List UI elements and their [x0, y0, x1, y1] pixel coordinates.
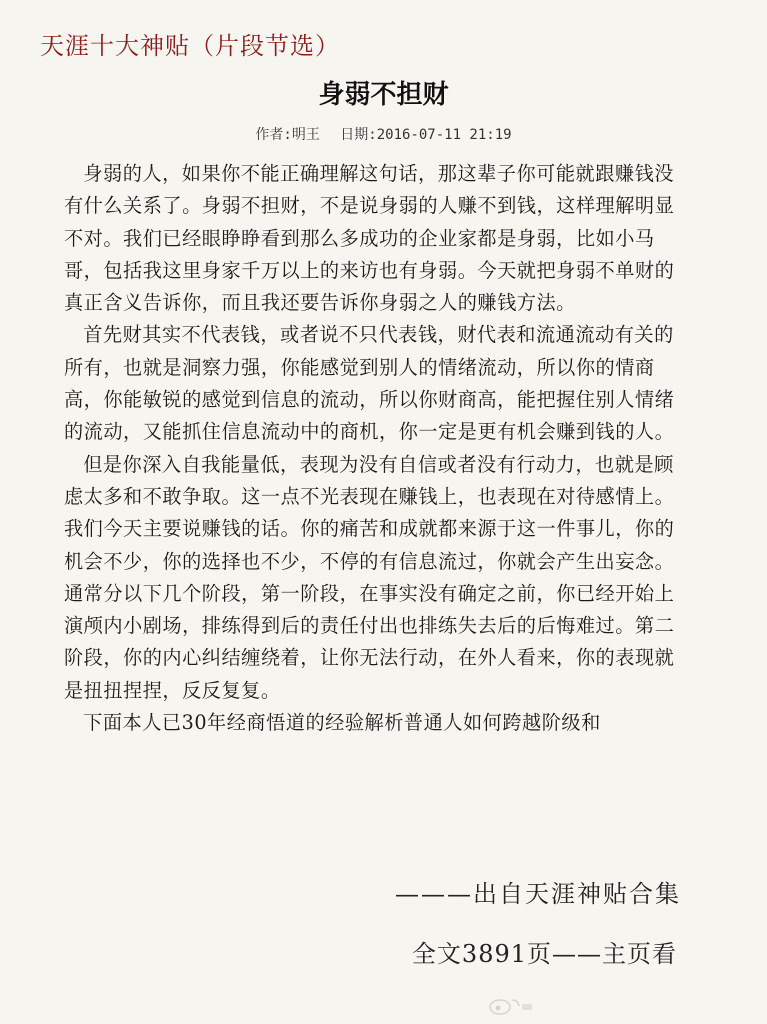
paragraph-4: 下面本人已30年经商悟道的经验解析普通人如何跨越阶级和	[83, 711, 601, 735]
paragraph-1: 身弱的人，如果你不能正确理解这句话，那这辈子你可能就跟赚钱没有什么关系了。身弱不担财，不是说身弱的人赚不到钱，这样理解明显不对。我们已经眼睁睁看到那么多成功的企业家都是身弱，比如小马哥，包括我这里身家千万以上的来访也有身弱。今天就把身弱不单财的真正含义告诉你，而且我还要告诉你身弱之人的赚钱方法。	[64, 162, 675, 315]
footer-note: 全文3891页——主页看	[411, 940, 677, 968]
article-title: 身弱不担财	[318, 80, 449, 110]
paragraph-3: 但是你深入自我能量低，表现为没有自信或者没有行动力，也就是顾虑太多和不敢争取。这一点不光表现在赚钱上，也表现在对待感情上。我们今天主要说赚钱的话。你的痛苦和成就都来源于这一件事儿，你的机会不少，你的选择也不少，不停的有信息流过，你就会产生出妄念。通常分以下几个阶段，第一阶段，在事实没有确定之前，你已经开始上演颅内小剧场，排练得到后的责任付出也排练失去后的后悔难过。第二阶段，你的内心纠结缠绕着，让你无法行动，在外人看来，你的表现就是扭扭捏捏，反反复复。	[64, 452, 675, 702]
paragraph-2: 首先财其实不代表钱，或者说不只代表钱，财代表和流通流动有关的所有，也就是洞察力强，你能感觉到别人的情绪流动，所以你的情商高，你能敏锐的感觉到信息的流动，所以你财商高，能把握住别人情绪的流动，又能抓住信息流动中的商机，你一定是更有机会赚到钱的人。	[64, 323, 675, 444]
weibo-watermark-icon	[486, 996, 534, 1016]
source-signature: ———出自天涯神贴合集	[395, 880, 681, 908]
author-label: 作者:明王	[255, 127, 320, 143]
article-meta	[0, 124, 767, 144]
date-label: 日期:2016-07-11 21:19	[340, 127, 512, 143]
article-body	[64, 158, 684, 739]
header-title: 天涯十大神贴（片段节选）	[40, 32, 340, 60]
